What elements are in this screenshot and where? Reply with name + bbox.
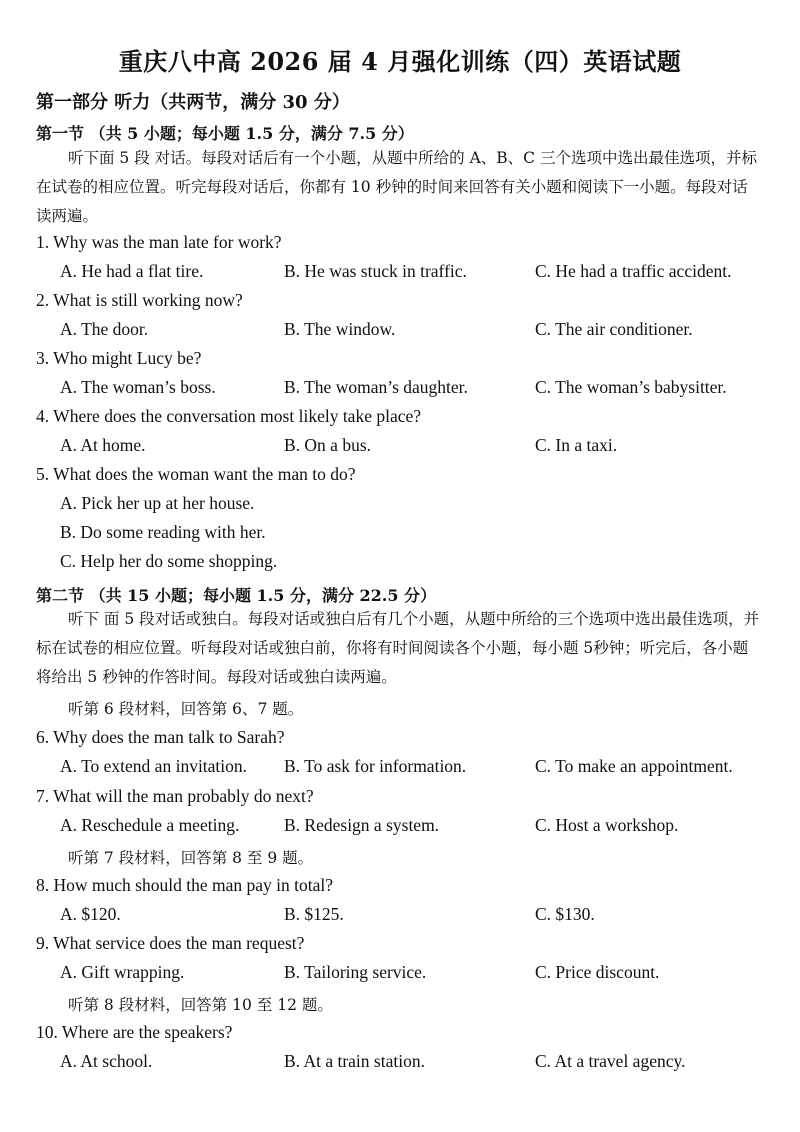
option-c[interactable]: C. The woman’s babysitter. (535, 377, 727, 397)
option-b[interactable]: B. On a bus. (284, 435, 372, 455)
question-stem: 6. Why does the man talk to Sarah? (36, 727, 285, 747)
page-title: 重庆八中高 2026 届 4 月强化训练（四）英语试题 (118, 47, 682, 76)
question-stem: 10. Where are the speakers? (36, 1022, 233, 1042)
section2-instructions: 听下 面 5 段对话或独白。每段对话或独白后有几个小题，从题中所给的三个选项中选出最佳选项，并标在试卷的相应位置。听每段对话或独白前，你将有时间阅读各个小题，每小题 5秒钟；听完后，各小题将给出 5 秒钟的作答时间。每段对话或独白读两遍。 (36, 610, 760, 686)
option-a[interactable]: A. He had a flat tire. (60, 261, 204, 281)
question-stem: 5. What does the woman want the man to do? (36, 464, 356, 484)
question-1 (36, 232, 766, 292)
question-stem: 4. Where does the conversation most likely take place? (36, 406, 422, 426)
option-c[interactable]: C. The air conditioner. (535, 319, 693, 339)
option-a[interactable]: A. Pick her up at her house. (60, 493, 255, 513)
option-c[interactable]: C. Host a workshop. (535, 815, 679, 835)
option-c[interactable]: C. $130. (535, 904, 595, 924)
option-c[interactable]: C. In a taxi. (535, 435, 618, 455)
question-3 (36, 348, 766, 408)
option-b[interactable]: B. $125. (284, 904, 344, 924)
option-c[interactable]: C. To make an appointment. (535, 756, 733, 776)
part1-heading: 第一部分 听力（共两节，满分 30 分） (36, 92, 350, 113)
question-4 (36, 406, 766, 466)
material-8-note: 听第 8 段材料，回答第 10 至 12 题。 (68, 996, 333, 1014)
option-b[interactable]: B. He was stuck in traffic. (284, 261, 467, 281)
option-a[interactable]: A. The door. (60, 319, 149, 339)
option-a[interactable]: A. At home. (60, 435, 146, 455)
option-b[interactable]: B. Tailoring service. (284, 962, 427, 982)
option-a[interactable]: A. Reschedule a meeting. (60, 815, 240, 835)
option-b[interactable]: B. The window. (284, 319, 396, 339)
option-c[interactable]: C. He had a traffic accident. (535, 261, 732, 281)
option-b[interactable]: B. The woman’s daughter. (284, 377, 468, 397)
option-c[interactable]: C. Help her do some shopping. (60, 551, 278, 571)
question-7 (36, 786, 766, 846)
material-7-note: 听第 7 段材料，回答第 8 至 9 题。 (68, 849, 314, 867)
question-10 (36, 1022, 766, 1082)
section2-heading: 第二节 （共 15 小题；每小题 1.5 分，满分 22.5 分） (36, 586, 437, 605)
option-b[interactable]: B. At a train station. (284, 1051, 425, 1071)
question-6 (36, 727, 766, 787)
question-stem: 1. Why was the man late for work? (36, 232, 282, 252)
section1-instructions: 听下面 5 段 对话。每段对话后有一个小题，从题中所给的 A、B、C 三个选项中选出最佳选项，并标在试卷的相应位置。听完每段对话后，你都有 10 秒钟的时间来回答有关小题和阅读下一小题。每段对话读两遍。 (36, 149, 757, 225)
question-2 (36, 290, 766, 350)
question-9 (36, 933, 766, 993)
option-a[interactable]: A. $120. (60, 904, 121, 924)
question-stem: 9. What service does the man request? (36, 933, 305, 953)
material-6-note: 听第 6 段材料，回答第 6、7 题。 (68, 700, 304, 718)
option-a[interactable]: A. To extend an invitation. (60, 756, 248, 776)
option-b[interactable]: B. To ask for information. (284, 756, 467, 776)
option-a[interactable]: A. The woman’s boss. (60, 377, 216, 397)
question-stem: 3. Who might Lucy be? (36, 348, 202, 368)
option-a[interactable]: A. Gift wrapping. (60, 962, 185, 982)
question-8 (36, 875, 766, 935)
option-c[interactable]: C. At a travel agency. (535, 1051, 686, 1071)
question-stem: 7. What will the man probably do next? (36, 786, 314, 806)
option-b[interactable]: B. Redesign a system. (284, 815, 440, 835)
option-b[interactable]: B. Do some reading with her. (60, 522, 266, 542)
section1-heading: 第一节 （共 5 小题；每小题 1.5 分，满分 7.5 分） (36, 124, 414, 143)
option-c[interactable]: C. Price discount. (535, 962, 660, 982)
question-stem: 8. How much should the man pay in total? (36, 875, 333, 895)
question-stem: 2. What is still working now? (36, 290, 243, 310)
question-5 (36, 464, 766, 582)
option-a[interactable]: A. At school. (60, 1051, 153, 1071)
